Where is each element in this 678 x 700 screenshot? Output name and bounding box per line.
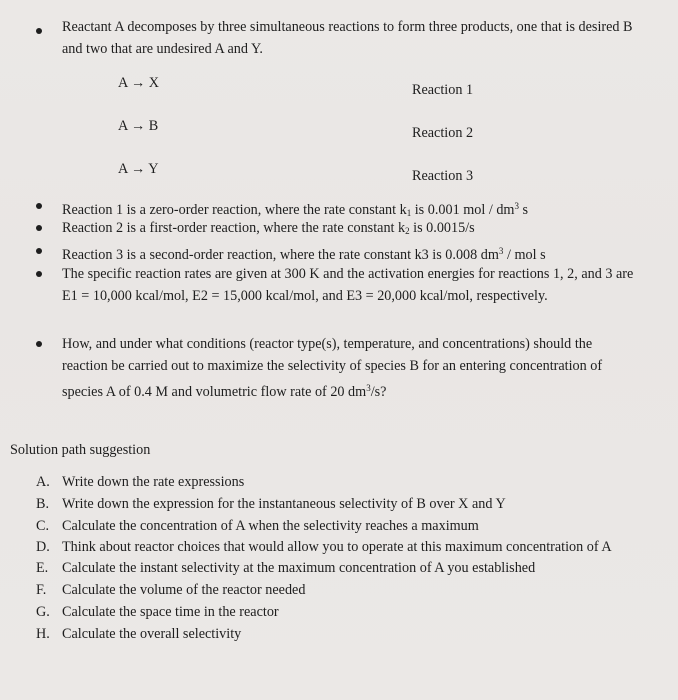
question-line-3: species A of 0.4 M and volumetric flow rate of 20 $dm^3/s$?: [62, 383, 387, 400]
bullet-4-line-2: E1 = 10,000 kcal/mol, E2 = 15,000 kcal/mol, and E3 = 20,000 kcal/mol, respectively.: [62, 288, 548, 304]
reaction-2-equation: A → B: [118, 118, 159, 134]
step-b: [36, 494, 506, 515]
step-c: [36, 516, 479, 537]
step-text: Write down the rate expressions: [62, 474, 245, 490]
reaction-1-equation: A → X: [118, 75, 159, 91]
step-f: [36, 580, 305, 601]
step-text: Calculate the instant selectivity at the maximum concentration of A you established: [62, 560, 536, 576]
step-text: Calculate the space time in the reactor: [62, 604, 279, 620]
bullet-3: [36, 248, 42, 254]
step-letter: G.: [36, 604, 50, 620]
reaction-3-label: Reaction 3: [412, 168, 474, 184]
bullet-3-text: Reaction 3 is a second-order reaction, where the rate constant k3 is 0.008 $dm^3$ / mol s: [62, 246, 546, 263]
step-letter: D.: [36, 539, 50, 555]
bullet-intro: [36, 28, 42, 34]
bullet-question: [36, 341, 42, 347]
solution-heading: Solution path suggestion: [10, 442, 151, 458]
step-e: [36, 558, 535, 579]
step-text: Calculate the overall selectivity: [62, 626, 242, 642]
reaction-2-label: Reaction 2: [412, 125, 474, 141]
step-letter: E.: [36, 560, 49, 576]
reaction-1-label: Reaction 1: [412, 82, 474, 98]
question-line-1: How, and under what conditions (reactor type(s), temperature, and concentrations) should the: [62, 336, 593, 352]
bullet-2-text: Reaction 2 is a first-order reaction, where the rate constant $k_2$ is 0.0015/s: [62, 220, 475, 236]
reaction-3-equation: A → Y: [118, 161, 159, 177]
step-a: [36, 472, 244, 493]
intro-line-1: Reactant A decomposes by three simultaneous reactions to form three products, one that is desired B: [62, 19, 633, 35]
step-g: [36, 602, 279, 623]
question-line-2: reaction be carried out to maximize the selectivity of species B for an entering concentration of: [62, 358, 603, 374]
step-letter: B.: [36, 496, 50, 512]
bullet-2: [36, 225, 42, 231]
intro-line-2: and two that are undesired A and Y.: [62, 41, 263, 57]
step-letter: H.: [36, 626, 50, 642]
step-letter: F.: [36, 582, 47, 598]
bullet-4: [36, 271, 42, 277]
step-letter: A.: [36, 474, 50, 490]
step-text: Think about reactor choices that would allow you to operate at this maximum concentration of A: [62, 539, 612, 555]
step-d: [36, 537, 612, 558]
step-text: Write down the expression for the instantaneous selectivity of B over X and Y: [62, 496, 506, 512]
bullet-4-line-1: The specific reaction rates are given at 300 K and the activation energies for reactions 1, 2, and 3 are: [62, 266, 634, 282]
bullet-1: [36, 203, 42, 209]
step-text: Calculate the volume of the reactor needed: [62, 582, 306, 598]
step-letter: C.: [36, 518, 50, 534]
step-text: Calculate the concentration of A when the selectivity reaches a maximum: [62, 518, 479, 534]
bullet-1-text: Reaction 1 is a zero-order reaction, where the rate constant $k_1$ is 0.001 mol / $dm^3$ s: [62, 201, 529, 218]
step-h: [36, 624, 241, 645]
